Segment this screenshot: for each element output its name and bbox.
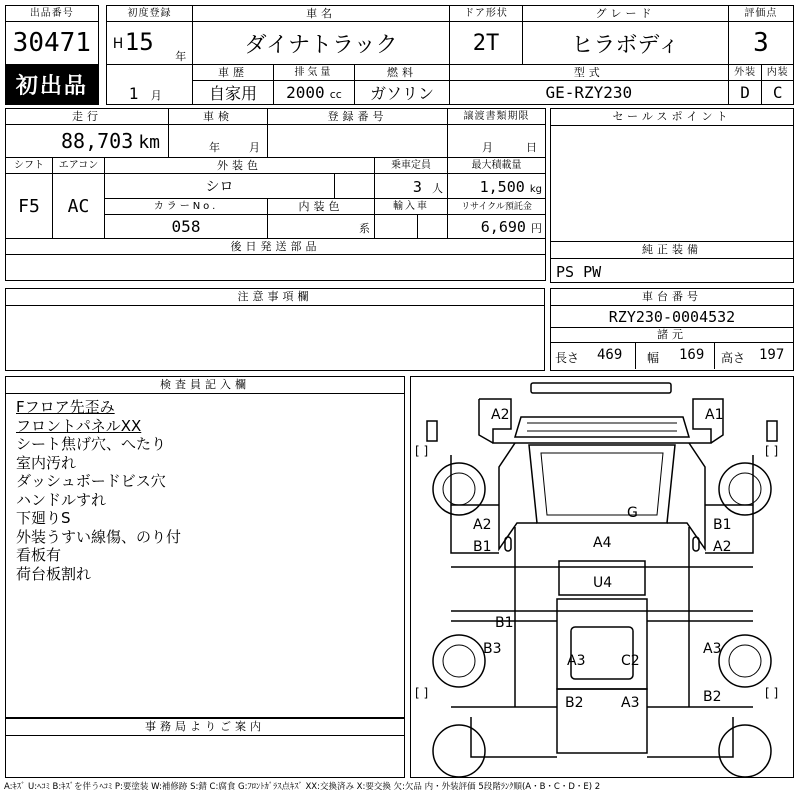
mark-under: U4 [593,575,613,591]
wheel-spare-right [719,725,771,777]
chassis-title: 車台番号 [551,289,793,306]
note-line: 看板有 [16,546,62,564]
lot-label: 出品番号 [6,6,99,22]
mark-right-door-1: B1 [713,517,732,533]
reg-year: 15 [124,28,154,56]
bracket-left: [ ] [415,444,429,458]
door-value: 2T [449,22,522,65]
height-value: 197 [759,347,785,363]
first-listing-badge: 初出品 [6,65,99,105]
note-line: 室内汚れ [16,453,77,472]
rear-deck-shape [471,717,733,757]
ac-value: AC [53,174,105,239]
grade-label: グレード [523,6,729,22]
note-line: Fフロア先歪み [16,398,115,416]
max-load-cell [448,174,546,199]
exterior-value: D [728,81,762,105]
inspection-year-unit: 年 [209,141,221,154]
color-no-label: カラーNo. [105,199,268,215]
mileage-cell [6,125,169,158]
name-value: ダイナトラック [193,22,450,65]
mileage-value: 88,703 [60,129,134,153]
int-color-cell [268,215,375,239]
mark-left-rear: B3 [483,641,502,657]
inspector-title: 検査員記入欄 [6,377,404,394]
score-value: 3 [728,22,793,65]
wheel-rear-right [719,635,771,687]
mark-center: A4 [593,535,612,551]
mark-right-door-2: A2 [713,539,732,555]
reg-month-cell [106,81,193,105]
reg-year-cell [106,22,193,65]
recycle-unit: 円 [531,222,543,235]
note-line: 荷台板割れ [16,564,92,583]
displacement-label: 排気量 [273,65,354,81]
fuel-label: 燃料 [355,65,450,81]
caution-title: 注意事項欄 [6,289,544,306]
bracket-right-2: [ ] [765,686,779,700]
note-line: シート焦げ穴、へたり [16,435,167,453]
sales-points-title: セールスポイント [551,109,793,126]
mileage-label: 走行 [6,109,169,125]
inspector-box [5,376,405,718]
capacity-cell [375,174,448,199]
width-value: 169 [679,347,705,363]
bracket-left-2: [ ] [415,686,429,700]
inspection-month-unit: 月 [249,141,261,154]
specs-title: 諸元 [551,328,793,343]
damage-diagram-box [410,376,794,778]
mark-left-door-1: A2 [473,517,492,533]
note-line: フロントパネルXX [16,416,142,435]
height-label: 高さ [721,351,746,365]
mirror-right [767,421,777,441]
windshield-shape [529,445,675,523]
exterior-label: 外装 [728,65,762,81]
mark-bed-right: C2 [621,653,640,669]
int-color-label: 内装色 [268,199,375,215]
capacity-unit: 人 [432,181,444,195]
right-cab-side [667,443,705,549]
plate-value [268,125,448,158]
office-title: 事務局よりご案内 [6,719,404,736]
score-label: 評価点 [728,6,793,22]
interior-label: 内装 [762,65,794,81]
note-line: ダッシュボードビス穴 [16,472,166,490]
capacity-label: 乗車定員 [375,158,448,174]
mark-front-left: A2 [491,407,510,423]
max-load-label: 最大積載量 [448,158,546,174]
ext-color-label: 外装色 [105,158,375,174]
length-label: 長さ [555,351,580,365]
specs-row [551,343,793,369]
name-label: 車名 [193,6,450,22]
wheel-front-left [433,463,485,515]
details-table [5,108,546,281]
genuine-equipment-title: 純正装備 [551,242,793,259]
inspector-notes [6,394,404,583]
grille-shape [515,417,689,437]
chassis-value: RZY230-0004532 [551,306,793,328]
displacement-cell [273,81,354,105]
mileage-unit: km [138,132,161,153]
caution-box [5,288,545,371]
grade-value: ヒラボディ [523,22,729,65]
displacement-unit: cc [329,88,342,101]
mirror-left [427,421,437,441]
chassis-box [550,288,794,371]
reg-month: 1 [128,83,139,103]
reg-month-unit: 月 [150,88,162,102]
shift-value: F5 [6,174,53,239]
note-line: ハンドルすれ [16,490,107,509]
mark-cab: G [627,505,638,521]
office-box [5,718,405,778]
reg-era: H [112,36,124,52]
later-parts-label: 後日発送部品 [6,239,546,255]
inspection-cell [169,125,268,158]
interior-value: C [762,81,794,105]
history-value: 自家用 [193,81,273,105]
bracket-right: [ ] [765,444,779,458]
legend: A:ｷｽﾞ U:ﾍｺﾐ B:ｷｽﾞを伴うﾍｺﾐ P:要塗装 W:補修跡 S:錆 C:腐食 G:ﾌﾛﾝﾄｶﾞﾗｽ点ｷｽﾞ XX:交換済み X:要交換 欠:欠品 内・外装評価 5段階ﾗﾝｸ順(A・B・C・D・E) 2 [4,782,601,792]
genuine-equipment-box [550,241,794,283]
recycle-value: 6,690 [480,218,526,236]
genuine-equipment-value: PS PW [556,263,602,281]
mark-left-door-2: B1 [473,539,492,555]
lot-number: 30471 [6,22,99,65]
mark-right-rear: A3 [703,641,722,657]
mark-bed-left: A3 [567,653,586,669]
displacement-value: 2000 [286,83,325,102]
reg-year-unit: 年 [175,50,187,63]
transfer-day-unit: 日 [526,141,538,154]
later-parts-value [6,255,546,281]
ext-color-value: シロ [105,174,335,199]
color-no-value: 058 [105,215,268,239]
wheel-spare-left [433,725,485,777]
front-bumper-shape [531,383,671,393]
plate-label: 登録番号 [268,109,448,125]
note-line: 外装うすい線傷、のり付 [16,527,182,546]
model-label: 型式 [449,65,728,81]
wheel-rear-left [433,635,485,687]
note-line: 下廻りS [16,509,71,527]
reg-label: 初度登録 [106,6,193,22]
max-load-unit: kg [529,183,543,195]
truck-diagram [411,377,793,777]
door-label: ドア形状 [449,6,522,22]
model-value: GE-RZY230 [449,81,728,105]
capacity-value: 3 [412,177,422,196]
mark-rear-right: B2 [703,689,722,705]
max-load-value: 1,500 [479,177,525,196]
mark-front-right: A1 [705,407,724,423]
shift-label: シフト [6,158,53,174]
width-label: 幅 [647,351,660,365]
mark-rear-center: A3 [621,695,640,711]
int-color-unit: 系 [359,222,371,235]
length-value: 469 [597,347,623,363]
import-label: 輸入車 [375,199,448,215]
mark-rear-left: B2 [565,695,584,711]
inspection-label: 車検 [169,109,268,125]
sales-points-box [550,108,794,242]
ac-label: エアコン [53,158,105,174]
mark-frame: B1 [495,615,514,631]
recycle-cell [448,215,546,239]
recycle-label: リサイクル預託金 [448,199,546,215]
wheel-front-right [719,463,771,515]
fuel-value: ガソリン [355,81,450,105]
left-cab-side [499,443,537,549]
transfer-label: 譲渡書類期限 [448,109,546,125]
header-table [5,5,794,105]
transfer-month-unit: 月 [482,141,494,154]
transfer-cell [448,125,546,158]
history-label: 車歴 [193,65,273,81]
